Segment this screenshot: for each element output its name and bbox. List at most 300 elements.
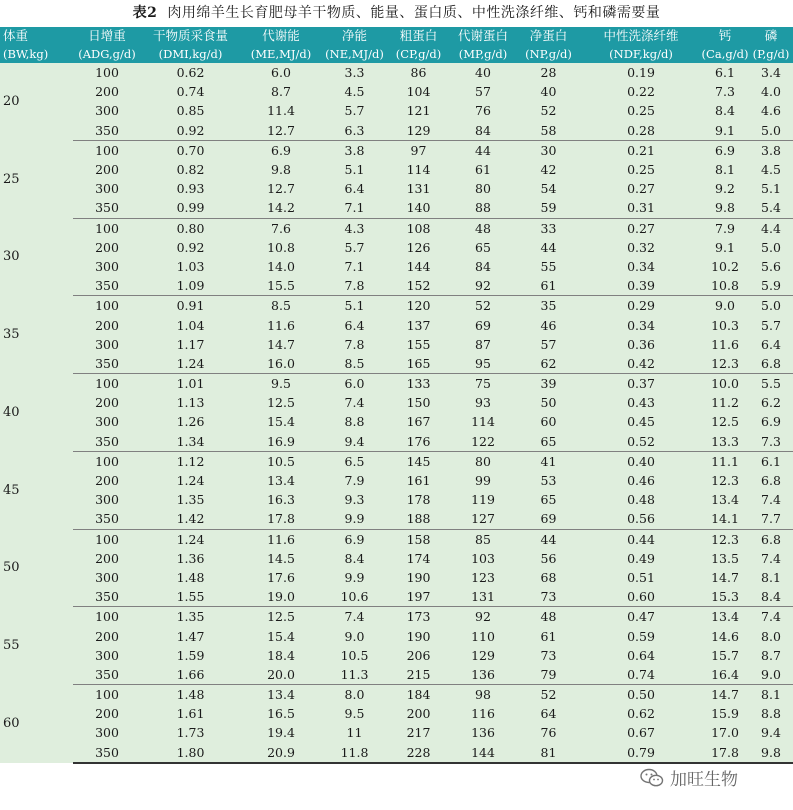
table-cell: 100 (95, 531, 119, 547)
table-cell: 350 (73, 587, 141, 607)
table-cell: 11.4 (267, 103, 295, 119)
wechat-icon (640, 768, 664, 788)
table-cell: 206 (406, 647, 431, 663)
table-cell: 144 (450, 743, 516, 763)
table-cell: 1.24 (141, 354, 240, 374)
table-row (0, 257, 793, 276)
table-cell: 0.70 (176, 142, 205, 158)
table-cell: 20.0 (240, 665, 322, 685)
table-row (0, 238, 793, 257)
table-cell: 11.6 (267, 317, 295, 333)
requirements-table (0, 27, 793, 764)
table-cell: 6.9 (761, 414, 781, 430)
table-cell: 5.7 (344, 103, 365, 119)
table-cell: 7.3 (715, 84, 735, 100)
table-cell: 103 (471, 550, 495, 566)
table-cell: 5.0 (761, 298, 781, 314)
table-cell: 190 (406, 569, 431, 585)
table-cell: 300 (95, 336, 119, 352)
table-row (0, 354, 793, 374)
table-row (0, 685, 793, 705)
table-cell: 52 (540, 687, 557, 703)
table-cell: 62 (516, 354, 581, 374)
body-weight-cell: 50 (3, 560, 20, 576)
table-cell: 0.25 (627, 103, 655, 119)
table-cell: 178 (406, 492, 431, 508)
table-cell: 100 (95, 220, 119, 236)
table-cell: 300 (95, 492, 119, 508)
table-cell: 1.03 (176, 258, 205, 274)
table-cell: 1.59 (176, 647, 205, 663)
table-cell: 126 (406, 239, 431, 255)
table-cell: 300 (95, 647, 119, 663)
table-cell: 155 (406, 336, 431, 352)
table-cell: 13.3 (701, 432, 749, 452)
table-cell: 0.39 (581, 276, 701, 296)
table-cell: 0.62 (176, 65, 205, 81)
table-cell: 8.4 (344, 550, 365, 566)
table-cell: 152 (387, 276, 450, 296)
table-cell: 8.8 (344, 414, 365, 430)
table-cell: 9.0 (344, 628, 365, 644)
watermark-text: 加旺生物 (670, 770, 738, 790)
table-cell: 18.4 (267, 647, 295, 663)
table-cell: 76 (540, 725, 557, 741)
table-row (0, 626, 793, 645)
table-cell: 6.2 (761, 395, 781, 411)
table-cell: 119 (471, 492, 495, 508)
table-row (0, 471, 793, 490)
table-cell: 100 (95, 65, 119, 81)
table-cell: 12.7 (267, 181, 295, 197)
table-cell: 16.0 (240, 354, 322, 374)
table-cell: 17.0 (711, 725, 739, 741)
table-cell: 200 (95, 628, 119, 644)
table-cell: 11.1 (711, 453, 739, 469)
table-body (0, 63, 793, 763)
table-cell: 6.5 (344, 453, 365, 469)
header-cell: 钙 (718, 28, 732, 43)
table-cell: 1.48 (176, 687, 205, 703)
table-cell: 12.5 (267, 395, 295, 411)
table-cell: 57 (540, 336, 557, 352)
table-cell: 200 (95, 550, 119, 566)
table-cell: 61 (516, 276, 581, 296)
header-cell: 干物质采食量 (152, 28, 228, 43)
table-cell: 0.99 (141, 198, 240, 218)
table-cell: 6.8 (761, 531, 781, 547)
body-weight-cell: 20 (3, 94, 20, 110)
table-cell: 4.5 (344, 84, 365, 100)
table-cell: 0.44 (627, 531, 655, 547)
table-cell: 69 (516, 509, 581, 529)
table-cell: 52 (475, 298, 491, 314)
table-cell: 3.4 (761, 65, 781, 81)
table-row (0, 374, 793, 394)
table-cell: 350 (73, 665, 141, 685)
table-cell: 13.5 (711, 550, 739, 566)
table-cell: 0.80 (176, 220, 205, 236)
table-cell: 69 (475, 317, 491, 333)
table-row (0, 568, 793, 587)
table-row (0, 315, 793, 334)
table-cell: 0.52 (581, 432, 701, 452)
table-cell: 12.3 (711, 473, 739, 489)
table-cell: 20.9 (240, 743, 322, 763)
table-row (0, 63, 793, 82)
table-cell: 7.4 (344, 609, 365, 625)
header-unit-cell: (DMI,kg/d) (158, 47, 223, 61)
table-cell: 60 (540, 414, 557, 430)
table-cell: 15.7 (711, 647, 739, 663)
table-cell: 0.62 (627, 706, 655, 722)
table-cell: 64 (540, 706, 557, 722)
table-cell: 9.3 (344, 492, 365, 508)
table-cell: 13.4 (711, 609, 739, 625)
table-cell: 15.3 (701, 587, 749, 607)
table-cell: 6.8 (749, 354, 793, 374)
table-cell: 14.2 (240, 198, 322, 218)
table-cell: 8.0 (344, 687, 365, 703)
table-cell: 5.1 (761, 181, 781, 197)
table-cell: 6.9 (344, 531, 365, 547)
table-title: 肉用绵羊生长育肥母羊干物质、能量、蛋白质、中性洗涤纤维、钙和磷需要量 (167, 5, 661, 21)
table-cell: 3.8 (761, 142, 781, 158)
table-cell: 6.4 (344, 181, 365, 197)
table-cell: 4.3 (344, 220, 365, 236)
table-cell: 1.17 (176, 336, 205, 352)
table-cell: 8.7 (761, 647, 781, 663)
table-cell: 0.49 (627, 550, 655, 566)
table-cell: 114 (471, 414, 495, 430)
table-cell: 5.7 (344, 239, 365, 255)
header-cell: 粗蛋白 (399, 28, 438, 43)
table-row (0, 412, 793, 431)
table-cell: 1.24 (176, 531, 205, 547)
table-row (0, 432, 793, 452)
table-cell: 0.40 (627, 453, 655, 469)
table-cell: 300 (95, 181, 119, 197)
table-cell: 48 (475, 220, 491, 236)
table-cell: 40 (540, 84, 557, 100)
table-cell: 14.1 (701, 509, 749, 529)
table-cell: 114 (406, 162, 431, 178)
table-cell: 65 (516, 432, 581, 452)
table-cell: 7.8 (322, 276, 387, 296)
table-cell: 10.6 (322, 587, 387, 607)
table-cell: 10.2 (711, 258, 739, 274)
table-cell: 0.74 (581, 665, 701, 685)
table-row (0, 704, 793, 723)
table-cell: 161 (406, 473, 431, 489)
table-cell: 11.6 (711, 336, 739, 352)
table-cell: 7.8 (344, 336, 365, 352)
table-cell: 85 (475, 531, 491, 547)
table-cell: 9.5 (344, 706, 365, 722)
table-cell: 7.4 (761, 609, 781, 625)
table-cell: 7.7 (749, 509, 793, 529)
header-cell: 体重 (3, 28, 29, 43)
table-cell: 300 (95, 258, 119, 274)
table-cell: 6.0 (344, 376, 365, 392)
table-header (0, 27, 793, 63)
table-cell: 0.51 (627, 569, 655, 585)
header-cell: 净蛋白 (529, 28, 568, 43)
table-cell: 13.4 (267, 473, 295, 489)
table-cell: 7.1 (322, 198, 387, 218)
table-cell: 300 (95, 725, 119, 741)
table-cell: 0.45 (627, 414, 655, 430)
table-cell: 17.6 (267, 569, 295, 585)
table-cell: 35 (540, 298, 557, 314)
table-cell: 1.47 (176, 628, 205, 644)
table-cell: 0.32 (627, 239, 655, 255)
table-cell: 9.0 (715, 298, 735, 314)
header-cell: 代谢能 (262, 28, 300, 43)
table-cell: 217 (406, 725, 431, 741)
table-cell: 0.92 (141, 121, 240, 141)
table-cell: 0.74 (176, 84, 205, 100)
table-cell: 1.26 (176, 414, 205, 430)
table-cell: 7.1 (344, 258, 365, 274)
table-cell: 3.8 (344, 142, 365, 158)
table-cell: 5.0 (749, 121, 793, 141)
table-cell: 0.46 (627, 473, 655, 489)
table-cell: 3.3 (344, 65, 365, 81)
table-cell: 176 (387, 432, 450, 452)
table-cell: 4.6 (761, 103, 781, 119)
table-cell: 1.48 (176, 569, 205, 585)
table-cell: 11 (346, 725, 363, 741)
table-cell: 104 (406, 84, 431, 100)
table-cell: 100 (95, 687, 119, 703)
header-row-cn (0, 27, 793, 45)
table-cell: 16.9 (240, 432, 322, 452)
table-cell: 9.4 (322, 432, 387, 452)
table-row (0, 121, 793, 141)
table-cell: 131 (406, 181, 431, 197)
table-cell: 8.0 (761, 628, 781, 644)
table-cell: 350 (73, 276, 141, 296)
table-cell: 53 (540, 473, 557, 489)
table-row (0, 393, 793, 412)
body-weight-cell: 25 (3, 171, 20, 187)
table-cell: 4.0 (761, 84, 781, 100)
table-cell: 350 (73, 354, 141, 374)
table-cell: 0.82 (176, 162, 205, 178)
table-cell: 158 (406, 531, 431, 547)
table-cell: 5.7 (761, 317, 781, 333)
table-row (0, 665, 793, 685)
table-cell: 14.5 (267, 550, 295, 566)
table-cell: 6.8 (761, 473, 781, 489)
table-cell: 11.6 (267, 531, 295, 547)
table-cell: 4.5 (761, 162, 781, 178)
table-row (0, 335, 793, 354)
table-cell: 28 (540, 65, 557, 81)
table-cell: 8.1 (761, 569, 781, 585)
table-cell: 56 (540, 550, 557, 566)
table-cell: 1.09 (141, 276, 240, 296)
table-cell: 8.1 (761, 687, 781, 703)
table-cell: 300 (95, 569, 119, 585)
table-cell: 6.9 (271, 142, 291, 158)
table-cell: 200 (406, 706, 431, 722)
table-cell: 40 (475, 65, 491, 81)
table-cell: 58 (516, 121, 581, 141)
table-row (0, 179, 793, 198)
table-row (0, 607, 793, 627)
table-cell: 14.7 (711, 687, 739, 703)
table-cell: 5.9 (749, 276, 793, 296)
table-cell: 350 (73, 509, 141, 529)
table-cell: 75 (475, 376, 491, 392)
table-cell: 350 (73, 743, 141, 763)
table-cell: 0.19 (627, 65, 655, 81)
table-cell: 0.27 (627, 181, 655, 197)
table-cell: 0.67 (627, 725, 655, 741)
table-cell: 92 (450, 276, 516, 296)
header-unit-cell: (NDF,kg/d) (609, 47, 673, 61)
table-cell: 129 (387, 121, 450, 141)
table-cell: 65 (475, 239, 491, 255)
table-cell: 350 (73, 432, 141, 452)
table-row (0, 276, 793, 296)
table-row (0, 160, 793, 179)
table-cell: 8.4 (715, 103, 735, 119)
table-cell: 0.42 (581, 354, 701, 374)
header-unit-cell: (ADG,g/d) (78, 47, 136, 61)
table-cell: 8.8 (761, 706, 781, 722)
table-cell: 120 (406, 298, 431, 314)
table-cell: 9.2 (715, 181, 735, 197)
table-cell: 9.1 (715, 239, 735, 255)
table-cell: 100 (95, 298, 119, 314)
table-row (0, 451, 793, 471)
table-cell: 300 (95, 414, 119, 430)
table-cell: 9.5 (271, 376, 291, 392)
table-cell: 0.28 (581, 121, 701, 141)
table-cell: 0.22 (627, 84, 655, 100)
watermark (640, 765, 738, 790)
table-cell: 1.80 (141, 743, 240, 763)
table-cell: 6.9 (715, 142, 735, 158)
table-cell: 68 (540, 569, 557, 585)
header-unit-cell: (ME,MJ/d) (250, 47, 312, 61)
table-cell: 0.47 (627, 609, 655, 625)
table-cell: 10.3 (711, 317, 739, 333)
table-cell: 144 (406, 258, 431, 274)
table-cell: 0.93 (176, 181, 205, 197)
table-cell: 81 (516, 743, 581, 763)
table-cell: 136 (450, 665, 516, 685)
table-cell: 5.0 (761, 239, 781, 255)
table-cell: 73 (516, 587, 581, 607)
table-cell: 61 (475, 162, 491, 178)
table-cell: 7.9 (715, 220, 735, 236)
table-row (0, 140, 793, 160)
table-cell: 0.27 (627, 220, 655, 236)
table-cell: 8.5 (271, 298, 291, 314)
table-row (0, 743, 793, 763)
table-cell: 46 (540, 317, 557, 333)
table-cell: 123 (471, 569, 495, 585)
table-cell: 1.61 (176, 706, 205, 722)
table-cell: 100 (95, 142, 119, 158)
table-cell: 16.3 (267, 492, 295, 508)
table-cell: 17.8 (701, 743, 749, 763)
table-row (0, 198, 793, 218)
table-cell: 39 (540, 376, 557, 392)
table-cell: 190 (406, 628, 431, 644)
table-cell: 0.79 (581, 743, 701, 763)
table-cell: 14.7 (711, 569, 739, 585)
table-cell: 12.5 (711, 414, 739, 430)
table-cell: 133 (406, 376, 431, 392)
table-cell: 200 (95, 317, 119, 333)
table-cell: 0.64 (627, 647, 655, 663)
table-cell: 4.4 (761, 220, 781, 236)
table-cell: 48 (540, 609, 557, 625)
header-cell: 净能 (341, 28, 367, 43)
table-cell: 200 (95, 84, 119, 100)
table-caption (0, 0, 793, 27)
table-cell: 9.1 (701, 121, 749, 141)
table-cell: 127 (450, 509, 516, 529)
table-cell: 1.66 (141, 665, 240, 685)
table-cell: 0.50 (627, 687, 655, 703)
table-cell: 8.7 (271, 84, 291, 100)
table-cell: 41 (540, 453, 557, 469)
table-cell: 140 (387, 198, 450, 218)
table-cell: 84 (450, 121, 516, 141)
table-cell: 55 (540, 258, 557, 274)
table-cell: 76 (475, 103, 491, 119)
table-cell: 73 (540, 647, 557, 663)
table-cell: 150 (406, 395, 431, 411)
table-cell: 200 (95, 706, 119, 722)
header-unit-cell: (NE,MJ/d) (325, 47, 384, 61)
table-cell: 17.8 (240, 509, 322, 529)
body-weight-cell: 55 (3, 638, 20, 654)
table-cell: 100 (95, 453, 119, 469)
table-cell: 0.36 (627, 336, 655, 352)
table-cell: 10.0 (711, 376, 739, 392)
table-cell: 9.8 (271, 162, 291, 178)
table-cell: 15.4 (267, 628, 295, 644)
table-cell: 7.4 (344, 395, 365, 411)
table-cell: 95 (450, 354, 516, 374)
table-cell: 8.4 (749, 587, 793, 607)
table-cell: 1.35 (176, 492, 205, 508)
table-cell: 61 (540, 628, 557, 644)
table-cell: 0.31 (581, 198, 701, 218)
table-cell: 10.5 (267, 453, 295, 469)
table-cell: 350 (73, 198, 141, 218)
table-cell: 54 (540, 181, 557, 197)
table-cell: 14.0 (267, 258, 295, 274)
table-cell: 9.4 (761, 725, 781, 741)
table-cell: 197 (387, 587, 450, 607)
header-cell: 日增重 (88, 28, 126, 43)
table-cell: 173 (406, 609, 431, 625)
header-unit-cell: (BW,kg) (3, 47, 49, 61)
table-cell: 300 (95, 103, 119, 119)
table-cell: 108 (406, 220, 431, 236)
table-cell: 16.4 (701, 665, 749, 685)
table-cell: 88 (450, 198, 516, 218)
table-cell: 33 (540, 220, 557, 236)
